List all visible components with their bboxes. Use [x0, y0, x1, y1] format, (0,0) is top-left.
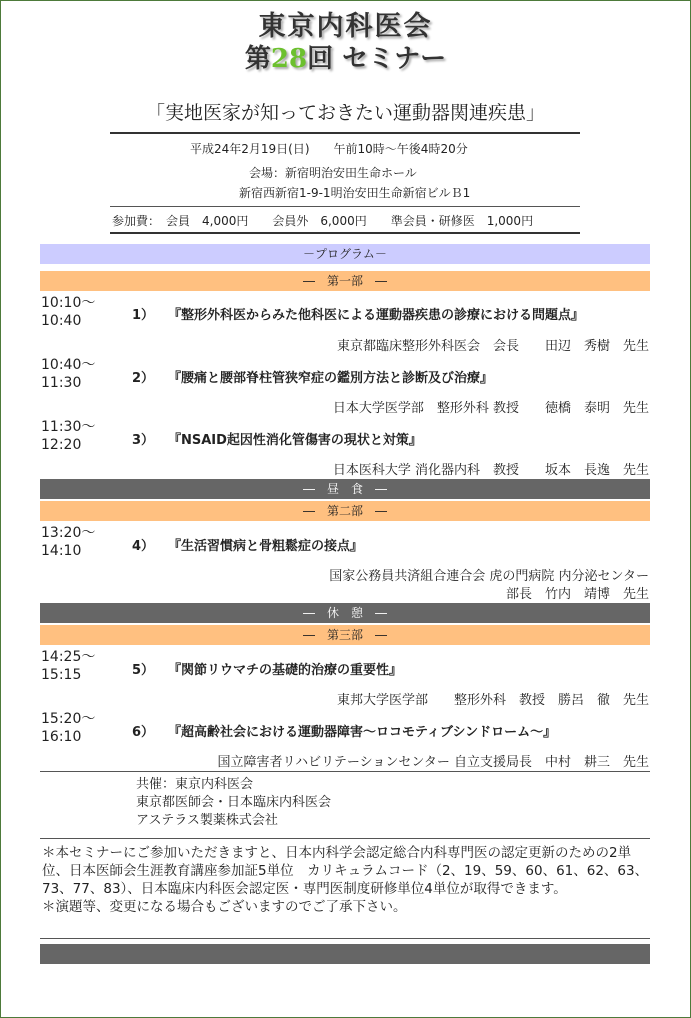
- footer-bar: [40, 944, 650, 964]
- sponsor-line: 東京都医師会・日本臨床内科医会: [136, 795, 332, 810]
- talk-title: [132, 429, 422, 448]
- sponsor-line: 共催：東京内科医会: [136, 777, 254, 792]
- talk-speaker: 東京都臨床整形外科医会 会長 田辺 秀樹 先生: [336, 339, 649, 354]
- talk-title-text: 『腰痛と腰部脊柱管狭窄症の鑑別方法と診断及び治療』: [168, 371, 494, 386]
- talk-title-text: 『整形外科医からみた他科医による運動器疾患の診療における問題点』: [168, 308, 585, 323]
- fees: 参加費： 会員 4,000円 会員外 6,000円 準会員・研修医 1,000円: [112, 214, 534, 228]
- talk-time: 14:25〜 15:15: [41, 649, 96, 683]
- talk-number: 6）: [132, 725, 155, 740]
- program-heading: －プログラム－: [40, 244, 650, 264]
- seminar-title: [0, 38, 691, 75]
- talk-title: [132, 659, 402, 678]
- divider: [40, 938, 650, 939]
- address: 新宿西新宿1-9-1明治安田生命新宿ビルＢ1: [239, 186, 471, 200]
- talk-title: [132, 535, 363, 554]
- divider: [110, 132, 580, 134]
- talk-time: 10:10〜 10:40: [41, 295, 96, 329]
- seminar-theme: 「実地医家が知っておきたい運動器関連疾患」: [145, 102, 545, 124]
- part1-heading: ― 第一部 ―: [40, 271, 650, 291]
- divider: [40, 838, 650, 839]
- talk-title: [132, 721, 556, 740]
- sponsors: [136, 776, 331, 830]
- talk-number: 5）: [132, 663, 155, 678]
- talk-number: 1）: [132, 308, 155, 323]
- org-title: 東京内科医会: [258, 11, 433, 42]
- talk-speaker: 日本医科大学 消化器内科 教授 坂本 長逸 先生: [332, 463, 649, 478]
- seminar-number: 28: [270, 44, 308, 74]
- seminar-kai: 回: [307, 44, 334, 74]
- talk-number: 3）: [132, 433, 155, 448]
- note-credits: ＊本セミナーにご参加いただきますと、日本内科学会認定総合内科専門医の認定更新のための2単位、日本医師会生涯教育講座参加証5単位 カリキュラムコード（2、19、59、60、61、62、63、73、77、83）、日本臨床内科医会認定医・専門医制度研修単位4単位が取得できます。: [42, 845, 649, 897]
- seminar-prefix: 第: [244, 44, 271, 74]
- divider: [110, 232, 580, 234]
- divider: [110, 206, 580, 207]
- talk-number: 4）: [132, 539, 155, 554]
- talk-title: [132, 367, 493, 386]
- talk-title-text: 『超高齢社会における運動器障害〜ロコモティブシンドローム〜』: [168, 725, 557, 740]
- talk-speaker: 国家公務員共済組合連合会 虎の門病院 内分泌センター: [329, 569, 649, 584]
- sponsor-line: アステラス製薬株式会社: [136, 813, 278, 828]
- notes: [42, 844, 652, 916]
- talk-time: 15:20〜 16:10: [41, 711, 96, 745]
- lunch-heading: ― 昼 食 ―: [40, 479, 650, 499]
- talk-time: 10:40〜 11:30: [41, 357, 96, 391]
- talk-title-text: 『NSAID起因性消化管傷害の現状と対策』: [168, 433, 422, 448]
- part2-heading: ― 第二部 ―: [40, 501, 650, 521]
- talk-title-text: 『関節リウマチの基礎的治療の重要性』: [168, 663, 403, 678]
- talk-speaker: 東邦大学医学部 整形外科 教授 勝呂 徹 先生: [336, 693, 649, 708]
- date-time: 平成24年2月19日(日) 午前10時〜午後4時20分: [190, 142, 468, 156]
- talk-title-text: 『生活習慣病と骨粗鬆症の接点』: [168, 539, 364, 554]
- seminar-suffix: セミナー: [333, 44, 447, 74]
- talk-speaker: 日本大学医学部 整形外科 教授 徳橋 泰明 先生: [332, 401, 649, 416]
- note-changes: ＊演題等、変更になる場合もございますのでご了承下さい。: [42, 899, 407, 915]
- talk-speaker-position: 部長 竹内 靖博 先生: [505, 587, 649, 602]
- venue: 会場：新宿明治安田生命ホール: [249, 166, 417, 180]
- talk-time: 11:30〜 12:20: [41, 419, 96, 453]
- break-heading: ― 休 憩 ―: [40, 603, 650, 623]
- talk-title: [132, 304, 584, 323]
- divider: [40, 771, 650, 772]
- part3-heading: ― 第三部 ―: [40, 625, 650, 645]
- talk-time: 13:20〜 14:10: [41, 525, 96, 559]
- talk-number: 2）: [132, 371, 155, 386]
- talk-speaker: 国立障害者リハビリテーションセンター 自立支援局長 中村 耕三 先生: [217, 755, 649, 770]
